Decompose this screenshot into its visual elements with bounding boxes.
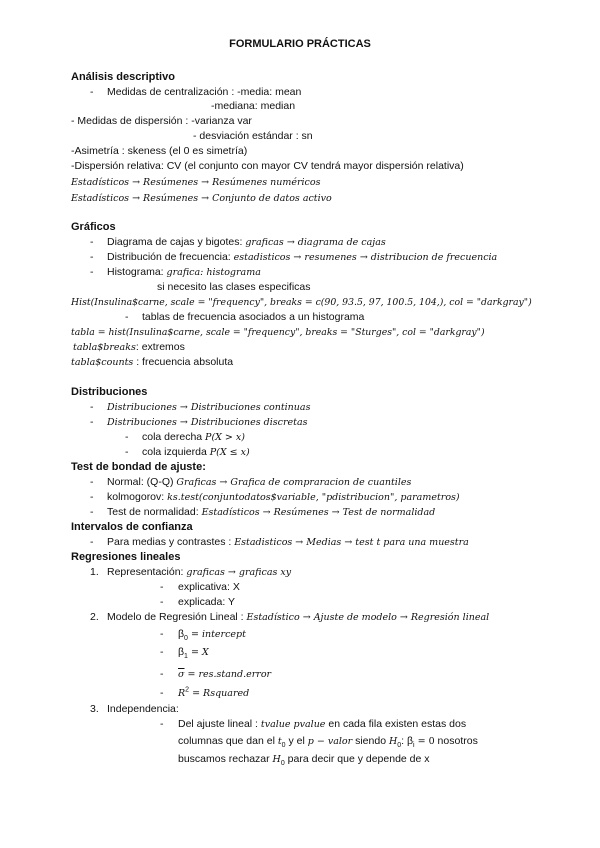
line-desviacion: - desviación estándar : sn [193,130,313,142]
bullet-dash: - [90,506,94,518]
line-medias-contrastes: Para medias y contrastes : Estadisticos → Medias → test t para una muestra [107,536,469,548]
line-histograma: Histograma: grafica: histograma [107,266,261,278]
line-cola-derecha: cola derecha P(X > x) [142,431,245,443]
bullet-dash: - [90,476,94,488]
math-conjunto-datos: Estadísticos → Resúmenes → Conjunto de datos activo [71,193,332,204]
page-title: FORMULARIO PRÁCTICAS [229,38,371,50]
line-distribucion-frecuencia: Distribución de frecuencia: estadisticos → resumenes → distribucion de frecuencia [107,251,498,263]
line-normal-qq: Normal: (Q-Q) Graficas → Grafica de compraracion de cuantiles [107,476,412,488]
line-dispersion: - Medidas de dispersión : -varianza var [71,115,252,127]
bullet-dash: - [90,236,94,248]
heading-intervalos: Intervalos de confianza [71,521,193,533]
heading-regresiones: Regresiones lineales [71,551,181,563]
bullet-dash: - [125,446,129,458]
heading-analisis: Análisis descriptivo [71,71,175,83]
line-explicada: explicada: Y [178,596,236,608]
bullet-dash: - [125,431,129,443]
bullet-dash: - [160,668,164,680]
line-explicativa: explicativa: X [178,581,240,593]
line-kolmogorov: kolmogorov: ks.test(conjuntodatos$variable, "pdistribucion", parametros) [107,491,460,503]
line-modelo-regresion: Modelo de Regresión Lineal : Estadístico → Ajuste de modelo → Regresión lineal [107,611,490,623]
line-centralizacion: Medidas de centralización : -media: mean [107,86,302,98]
bullet-dash: - [90,536,94,548]
line-cv: -Dispersión relativa: CV (el conjunto con mayor CV tendrá mayor dispersión relativa) [71,160,464,172]
line-beta0: $\beta_0$ = intercept [178,628,246,643]
bullet-dash: - [160,581,164,593]
bullet-dash: - [160,687,164,699]
line-sigma: $\overline{\sigma}$ = res.stand.error [178,669,272,680]
line-cola-izquierda: cola izquierda P(X ≤ x) [142,446,250,458]
bullet-dash: - [125,311,129,323]
math-dist-discretas: Distribuciones → Distribuciones discretas [107,417,308,428]
line-rsquared: $R^2$ = Rsquared [178,686,250,699]
line-breaks: tabla$breaks: extremos [73,341,185,353]
line-test-normalidad: Test de normalidad: Estadísticos → Resúmenes → Test de normalidad [107,506,436,518]
math-tabla-formula: tabla = hist(Insulina$carne, scale = "frequency", breaks = "Sturges", col = "darkgray") [71,327,485,338]
math-hist-formula: Hist(Insulina$carne, scale = "frequency", breaks = c(90, 93.5, 97, 100.5, 104,), col = "darkgray") [71,297,532,308]
heading-graficos: Gráficos [71,221,116,233]
line-representacion: Representación: graficas → graficas xy [107,566,292,578]
bullet-dash: - [90,251,94,263]
bullet-dash: - [90,266,94,278]
line-asimetria: -Asimetría : skeness (el 0 es simetría) [71,145,248,157]
bullet-dash: - [90,401,94,413]
heading-distribuciones: Distribuciones [71,386,148,398]
line-diagrama-cajas: Diagrama de cajas y bigotes: graficas → diagrama de cajas [107,236,386,248]
bullet-dash: - [160,646,164,658]
list-number: 2. [90,611,99,623]
bullet-dash: - [90,491,94,503]
math-dist-continuas: Distribuciones → Distribuciones continuas [107,402,311,413]
line-counts: tabla$counts : frecuencia absoluta [71,356,234,368]
bullet-dash: - [160,628,164,640]
bullet-dash: - [160,596,164,608]
line-columnas: columnas que dan el $t_0$ y el p − valor siendo $H_0$: $\beta_i = 0$ nosotros [178,735,478,750]
line-rechazar: buscamos rechazar $H_0$ para decir que y depende de x [178,753,430,768]
line-mediana: -mediana: median [211,100,296,112]
line-independencia: Independencia: [107,703,179,715]
line-tablas-frecuencia: tablas de frecuencia asociados a un histograma [142,311,365,323]
line-ajuste-lineal: Del ajuste lineal : tvalue pvalue en cada fila existen estas dos [178,718,467,730]
list-number: 1. [90,566,99,578]
heading-test-bondad: Test de bondad de ajuste: [71,461,206,473]
line-beta1: $\beta_1 = X$ [178,646,209,661]
line-clases-especificas: si necesito las clases especificas [157,281,311,293]
bullet-dash: - [90,416,94,428]
list-number: 3. [90,703,99,715]
bullet-dash: - [90,86,94,98]
math-resumenes-numericos: Estadísticos → Resúmenes → Resúmenes numéricos [71,177,321,188]
bullet-dash: - [160,718,164,730]
